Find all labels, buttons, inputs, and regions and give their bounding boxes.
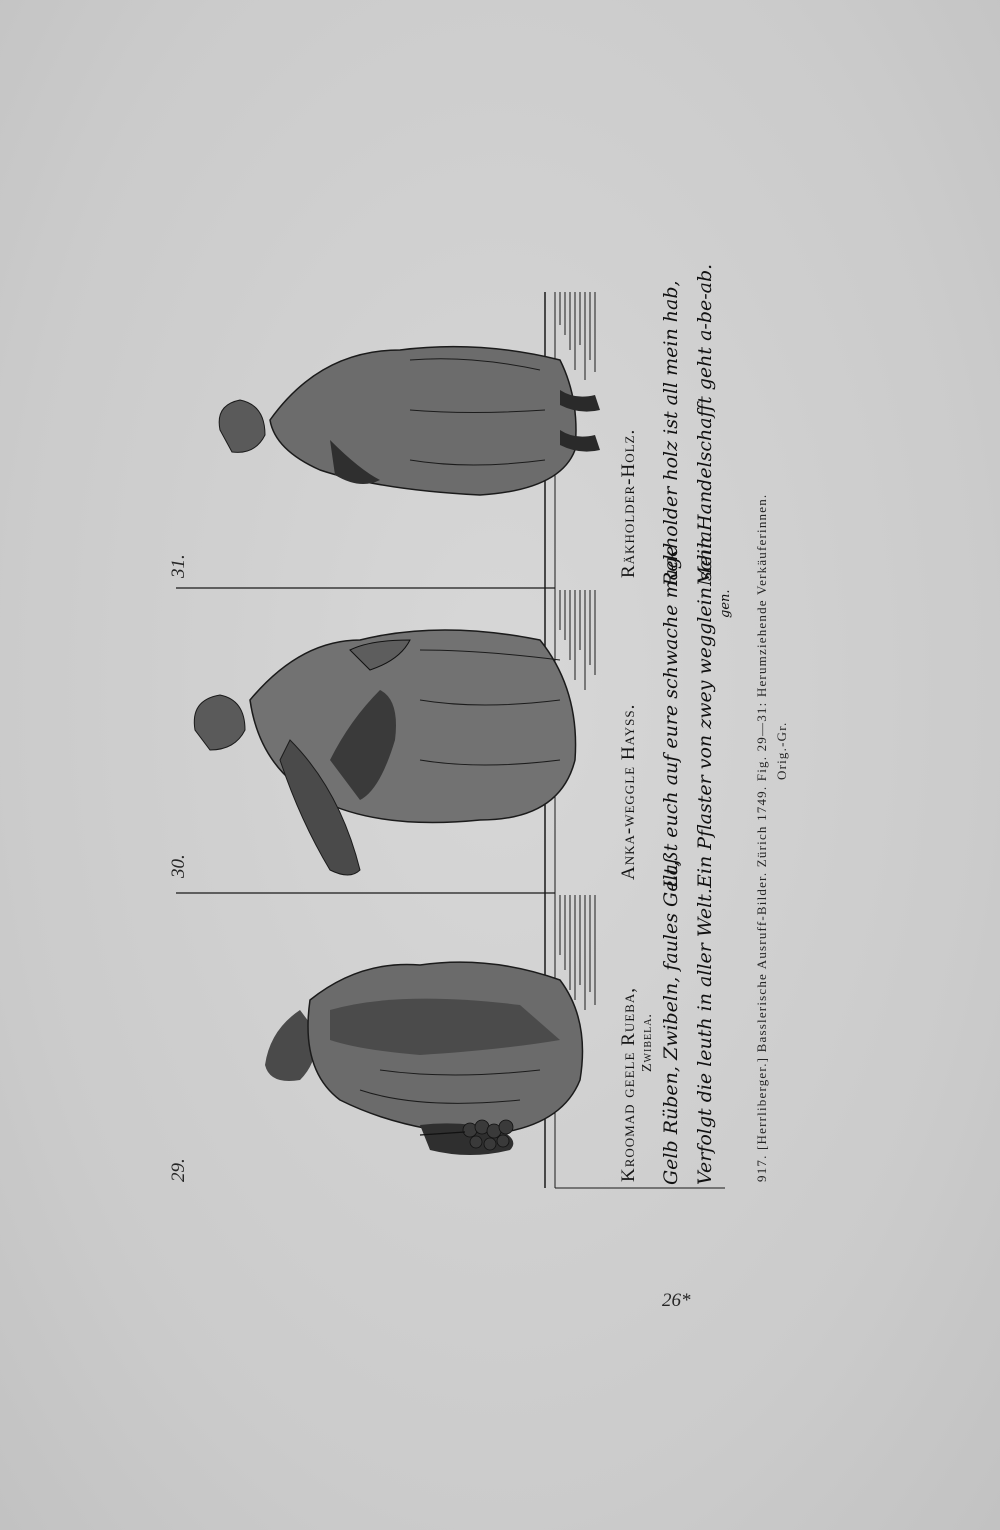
figure-30-verse-2-continuation: gen. xyxy=(718,589,733,618)
page-number: 26* xyxy=(662,1290,691,1311)
figure-29-subtitle: Zwibela. xyxy=(640,1013,655,1072)
figure-29-title: Kroomad geele Rueba, xyxy=(618,987,639,1182)
figure-30-verse-1: Laßt euch auf eure schwache mage xyxy=(660,545,682,888)
figure-number-30: 30. xyxy=(168,854,189,878)
figure-31-verse-2: Mein Handelschafft geht a-be-ab. xyxy=(694,263,716,586)
figure-31-illustration xyxy=(219,347,600,495)
figure-number-29: 29. xyxy=(168,1158,189,1182)
figure-29-verse-2: Verfolgt die leuth in aller Welt. xyxy=(694,888,716,1185)
caption-line-1: 917. [Herrliberger.] Basslerische Ausruff-Bilder. Zürich 1749. Fig. 29—31: Herumziehende Verkäuferinnen. xyxy=(754,493,769,1182)
figure-30-title: Anka-weggle Hayss. xyxy=(618,703,639,880)
figure-30-illustration xyxy=(194,630,575,875)
figure-31-title: Räkholder-Holz. xyxy=(618,428,639,578)
figure-29-verse-1: Gelb Rüben, Zwibeln, faules Gelt, xyxy=(660,860,682,1185)
figure-30-verse-2: Ein Pflaster von zwey wegglein schla xyxy=(694,530,716,888)
figure-number-31: 31. xyxy=(168,554,189,578)
figure-29-illustration xyxy=(265,962,583,1155)
figure-31-verse-1: Rekholder holz ist all mein hab, xyxy=(660,280,682,586)
caption-line-2: Orig.-Gr. xyxy=(774,721,789,780)
